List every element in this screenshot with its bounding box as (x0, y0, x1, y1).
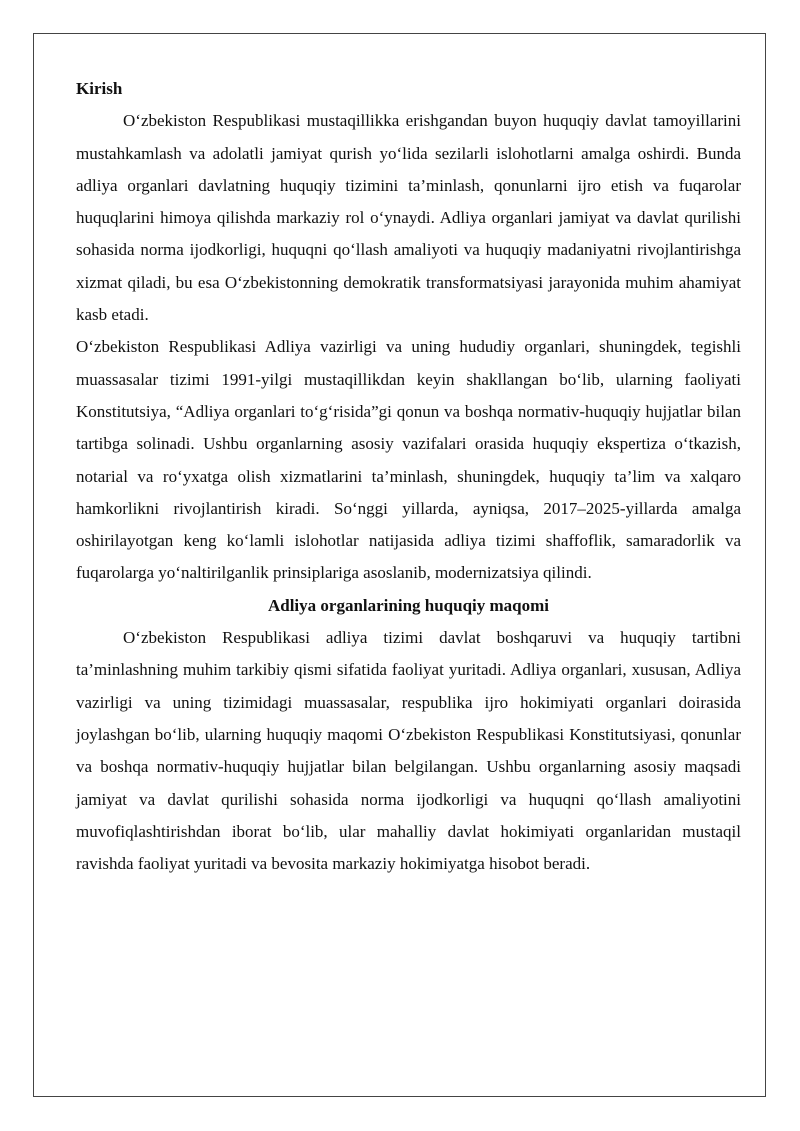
intro-heading: Kirish (76, 79, 123, 98)
ministry-paragraph: O‘zbekiston Respublikasi Adliya vazirligi va uning hududiy organlari, shuningdek, tegishli muassasalar tizimi 1991-yilgi mustaqillikdan keyin shakllangan bo‘lib, ularning faoliyati Konstitutsiya, “Adliya organlari to‘g‘risida”gi qonun va boshqa normativ-huquqiy hujjatlar bilan tartibga solinadi. Ushbu organlarning asosiy vazifalari orasida huquqiy ekspertiza o‘tkazish, notarial va ro‘yxatga olish xizmatlarini ta’minlash, shuningdek, huquqiy ta’lim va xalqaro hamkorlikni rivojlantirish kiradi. So‘nggi yillarda, ayniqsa, 2017–2025-yillarda amalga oshirilayotgan keng ko‘lamli islohotlar natijasida adliya tizimi shaffoflik, samaradorlik va fuqarolarga yo‘naltirilganlik prinsiplariga asoslanib, modernizatsiya qilindi. (76, 337, 741, 583)
legal-status-paragraph: O‘zbekiston Respublikasi adliya tizimi davlat boshqaruvi va huquqiy tartibni ta’minlashning muhim tarkibiy qismi sifatida faoliyat yuritadi. Adliya organlari, xususan, Adliya vazirligi va uning tizimidagi muassasalar, respublika ijro hokimiyati organlari doirasida joylashgan bo‘lib, ularning huquqiy maqomi O‘zbekiston Respublikasi Konstitutsiyasi, qonunlar va boshqa normativ-huquqiy hujjatlar bilan belgilangan. Ushbu organlarning asosiy maqsadi jamiyat va davlat qurilishi sohasida norma ijodkorligi va huquqni qo‘llash amaliyotini muvofiqlashtirishdan iborat bo‘lib, ular mahalliy davlat hokimiyati organlaridan mustaqil ravishda faoliyat yuritadi va bevosita markaziy hokimiyatga hisobot beradi. (76, 628, 741, 874)
section-heading: Adliya organlarining huquqiy maqomi (267, 595, 550, 615)
document-body (76, 73, 741, 880)
intro-paragraph: O‘zbekiston Respublikasi mustaqillikka erishgandan buyon huquqiy davlat tamoyillarini mustahkamlash va adolatli jamiyat qurish yo‘lida sezilarli islohotlarni amalga oshirdi. Bunda adliya organlari davlatning huquqiy tizimini ta’minlash, qonunlarni ijro etish va fuqarolar huquqlarini himoya qilishda markaziy rol o‘ynaydi. Adliya organlari jamiyat va davlat qurilishi sohasida norma ijodkorligi, huquqni qo‘llash amaliyoti va huquqiy madaniyatni rivojlantirishga xizmat qiladi, bu esa O‘zbekistonning demokratik transformatsiyasi jarayonida muhim ahamiyat kasb etadi. (76, 111, 741, 325)
